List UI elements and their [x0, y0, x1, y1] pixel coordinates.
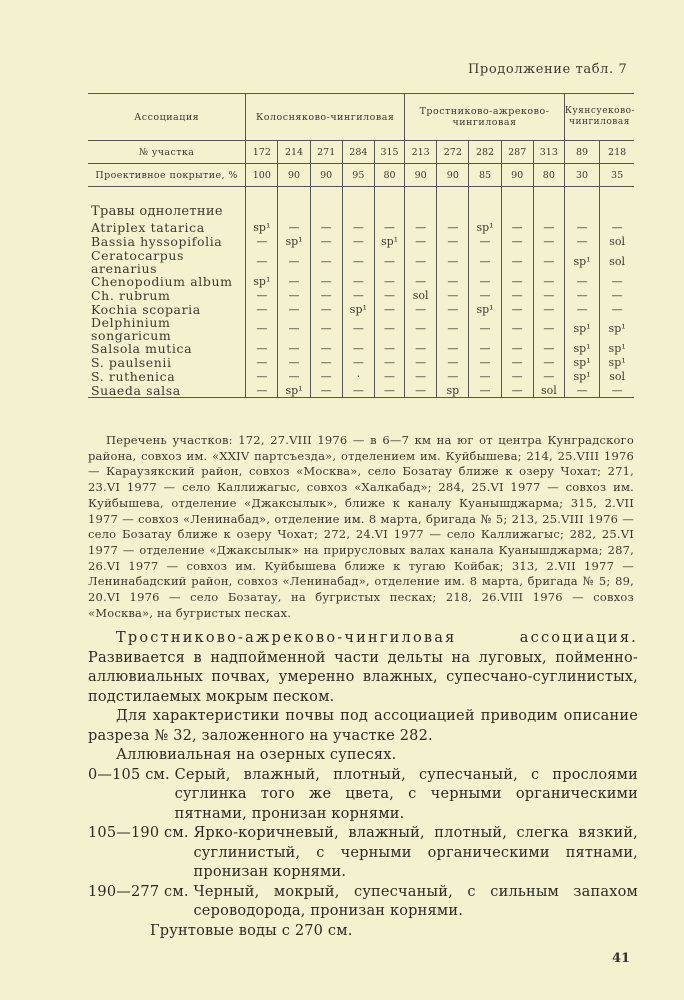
abundance-cell: sp¹ — [564, 342, 599, 356]
abundance-cell: — — [469, 275, 501, 289]
abundance-cell: — — [310, 302, 342, 316]
abundance-cell: — — [469, 383, 501, 397]
species-row — [88, 288, 634, 302]
paragraph-2: Для характеристики почвы под ассоциацией приводим описание разреза № 32, заложенного на участке 282. — [88, 708, 638, 744]
species-row — [88, 356, 634, 370]
association-header: Ассоциация — [88, 94, 246, 141]
abundance-cell: — — [278, 342, 310, 356]
abundance-cell: — — [501, 383, 533, 397]
abundance-cell: sol — [405, 288, 437, 302]
section-spacer-cell — [437, 187, 469, 222]
abundance-cell: sp¹ — [564, 249, 599, 275]
abundance-cell: — — [405, 249, 437, 275]
abundance-cell: — — [437, 316, 469, 342]
abundance-cell: — — [278, 370, 310, 384]
page-number: 41 — [612, 951, 631, 966]
paragraph-1: Развивается в надпойменной части дельты на луговых, пойменно-аллювиальных почвах, умеренно влажных, супесчано-суглинистых, подстилаемых мокрым песком. — [88, 649, 638, 705]
abundance-cell: — — [437, 221, 469, 235]
section-title: Травы однолетние — [91, 204, 223, 219]
abundance-cell: — — [533, 302, 564, 316]
plot-number-cell: 271 — [310, 141, 342, 164]
plot-number-cell: 213 — [405, 141, 437, 164]
abundance-cell: — — [564, 275, 599, 289]
abundance-cell: — — [405, 235, 437, 249]
abundance-cell: — — [374, 342, 404, 356]
abundance-cell: — — [501, 316, 533, 342]
abundance-cell: — — [533, 342, 564, 356]
abundance-cell: — — [374, 316, 404, 342]
abundance-cell: — — [310, 342, 342, 356]
abundance-cell: — — [278, 356, 310, 370]
abundance-cell: — — [469, 288, 501, 302]
abundance-cell: — — [374, 356, 404, 370]
abundance-cell: — — [533, 249, 564, 275]
abundance-cell: — — [342, 288, 374, 302]
species-row — [88, 370, 634, 384]
abundance-cell: sol — [600, 235, 634, 249]
plot-number-cell: 282 — [469, 141, 501, 164]
abundance-cell: — — [600, 288, 634, 302]
cover-cell: 30 — [564, 164, 599, 187]
abundance-cell: — — [533, 275, 564, 289]
abundance-cell: — — [437, 288, 469, 302]
abundance-cell: sp¹ — [564, 356, 599, 370]
abundance-cell: — — [501, 249, 533, 275]
abundance-cell: — — [374, 249, 404, 275]
abundance-cell: — — [374, 221, 404, 235]
cover-cell: 90 — [437, 164, 469, 187]
abundance-cell: sp¹ — [600, 342, 634, 356]
abundance-cell: sp¹ — [469, 302, 501, 316]
abundance-cell: — — [405, 383, 437, 397]
species-name: Chenopodium album — [91, 273, 233, 289]
abundance-cell: — — [278, 302, 310, 316]
section-spacer-cell — [533, 187, 564, 222]
abundance-cell: sol — [533, 383, 564, 397]
abundance-cell: — — [278, 249, 310, 275]
abundance-cell: — — [469, 249, 501, 275]
species-row — [88, 275, 634, 289]
abundance-cell: — — [533, 221, 564, 235]
horizon-description: Ярко-коричневый, влажный, плотный, слегка вязкий, суглинистый, с черными органическими пятнами, пронизан корнями. — [193, 825, 638, 880]
section-spacer-cell — [469, 187, 501, 222]
species-name: Atriplex tatarica — [91, 220, 205, 236]
abundance-cell: — — [437, 235, 469, 249]
abundance-cell: sol — [600, 370, 634, 384]
abundance-cell: — — [564, 221, 599, 235]
abundance-cell: — — [246, 302, 278, 316]
abundance-cell: — — [374, 275, 404, 289]
species-name: Ceratocarpus arenarius — [91, 247, 185, 276]
abundance-cell: · — [342, 370, 374, 384]
abundance-cell: — — [600, 221, 634, 235]
cover-label: Проективное покрытие, % — [88, 164, 246, 187]
abundance-cell: — — [310, 221, 342, 235]
abundance-cell: — — [310, 288, 342, 302]
plot-number-cell: 214 — [278, 141, 310, 164]
abundance-cell: — — [533, 370, 564, 384]
species-name: S. paulsenii — [91, 355, 172, 371]
species-name: S. ruthenica — [91, 368, 176, 384]
abundance-cell: — — [374, 288, 404, 302]
horizon-description: Черный, мокрый, супесчаный, с сильным запахом сероводорода, пронизан корнями. — [193, 883, 638, 919]
abundance-cell: — — [246, 356, 278, 370]
section-spacer-cell — [342, 187, 374, 222]
section-spacer-cell — [374, 187, 404, 222]
abundance-cell: — — [469, 316, 501, 342]
abundance-cell: — — [405, 221, 437, 235]
paragraph-3: Аллювиальная на озерных супесях. — [116, 747, 397, 763]
abundance-cell: — — [405, 370, 437, 384]
abundance-cell: sp¹ — [342, 302, 374, 316]
main-text — [88, 629, 638, 941]
horizon-depth: 0—105 см. — [88, 766, 170, 783]
abundance-cell: — — [342, 342, 374, 356]
abundance-cell: — — [437, 370, 469, 384]
species-row — [88, 235, 634, 249]
abundance-cell: — — [278, 316, 310, 342]
abundance-cell: — — [246, 342, 278, 356]
plot-number-cell: 284 — [342, 141, 374, 164]
group-header: Куянсуеково-чингиловая — [564, 94, 634, 141]
abundance-cell: sp¹ — [246, 221, 278, 235]
species-row — [88, 383, 634, 397]
abundance-cell: — — [246, 370, 278, 384]
abundance-cell: — — [374, 383, 404, 397]
abundance-cell: sp¹ — [246, 275, 278, 289]
abundance-cell: — — [501, 370, 533, 384]
soil-horizon — [88, 824, 638, 883]
plot-number-cell: 218 — [600, 141, 634, 164]
plot-label: № участка — [88, 141, 246, 164]
abundance-cell: — — [342, 356, 374, 370]
abundance-cell: — — [437, 342, 469, 356]
abundance-cell: — — [501, 356, 533, 370]
abundance-cell: — — [246, 249, 278, 275]
abundance-cell: — — [374, 370, 404, 384]
abundance-cell: — — [278, 288, 310, 302]
horizon-depth: 105—190 см. — [88, 825, 189, 841]
species-row — [88, 302, 634, 316]
abundance-cell: — — [278, 275, 310, 289]
abundance-cell: — — [600, 383, 634, 397]
abundance-cell: — — [246, 288, 278, 302]
horizon-depth: 190—277 см. — [88, 883, 189, 900]
species-row — [88, 342, 634, 356]
vegetation-table — [88, 93, 634, 398]
cover-cell: 90 — [501, 164, 533, 187]
species-row — [88, 316, 634, 342]
section-spacer-cell — [405, 187, 437, 222]
section-row — [88, 187, 634, 222]
section-spacer-cell — [600, 187, 634, 222]
soil-horizon — [88, 883, 638, 922]
abundance-cell: — — [342, 221, 374, 235]
abundance-cell: sp — [437, 383, 469, 397]
species-row — [88, 249, 634, 275]
cover-cell: 80 — [533, 164, 564, 187]
group-header: Колосняково-чингиловая — [246, 94, 405, 141]
abundance-cell: — — [564, 235, 599, 249]
abundance-cell: — — [469, 370, 501, 384]
abundance-cell: — — [501, 235, 533, 249]
abundance-cell: — — [310, 235, 342, 249]
plot-number-cell: 89 — [564, 141, 599, 164]
plot-number-row — [88, 141, 634, 164]
abundance-cell: — — [501, 275, 533, 289]
abundance-cell: — — [405, 316, 437, 342]
species-name: Suaeda salsa — [88, 383, 246, 397]
abundance-cell: — — [405, 356, 437, 370]
species-name: Salsola mutica — [91, 341, 193, 357]
section-spacer-cell — [246, 187, 278, 222]
species-row — [88, 221, 634, 235]
abundance-cell: — — [246, 316, 278, 342]
section-spacer-cell — [564, 187, 599, 222]
soil-horizon — [88, 766, 638, 825]
abundance-cell: — — [405, 275, 437, 289]
abundance-cell: — — [405, 302, 437, 316]
abundance-cell: — — [342, 275, 374, 289]
section-spacer-cell — [278, 187, 310, 222]
abundance-cell: — — [469, 356, 501, 370]
cover-cell: 90 — [278, 164, 310, 187]
abundance-cell: sp¹ — [600, 356, 634, 370]
table-header-row — [88, 94, 634, 141]
abundance-cell: — — [405, 342, 437, 356]
cover-cell: 95 — [342, 164, 374, 187]
abundance-cell: — — [437, 275, 469, 289]
abundance-cell: sp¹ — [278, 235, 310, 249]
abundance-cell: — — [501, 302, 533, 316]
plot-number-cell: 172 — [246, 141, 278, 164]
plot-number-cell: 315 — [374, 141, 404, 164]
continuation-label: Продолжение табл. 7 — [468, 62, 628, 77]
abundance-cell: sp¹ — [564, 316, 599, 342]
abundance-cell: — — [533, 316, 564, 342]
section-spacer-cell — [501, 187, 533, 222]
group-header: Тростниково-ажреково-чингиловая — [405, 94, 565, 141]
abundance-cell: — — [310, 249, 342, 275]
cover-cell: 90 — [405, 164, 437, 187]
section-spacer-cell — [310, 187, 342, 222]
species-name: Kochia scoparia — [91, 301, 201, 317]
abundance-cell: — — [501, 288, 533, 302]
abundance-cell: — — [310, 383, 342, 397]
abundance-cell: — — [533, 288, 564, 302]
abundance-cell: sol — [600, 249, 634, 275]
cover-cell: 85 — [469, 164, 501, 187]
abundance-cell: — — [469, 342, 501, 356]
abundance-cell: — — [469, 235, 501, 249]
association-title: Тростниково-ажреково-чингиловая ассоциация. — [116, 630, 638, 646]
cover-cell: 80 — [374, 164, 404, 187]
abundance-cell: — — [342, 316, 374, 342]
abundance-cell: — — [533, 356, 564, 370]
abundance-cell: — — [437, 249, 469, 275]
abundance-cell: — — [501, 342, 533, 356]
plot-number-cell: 313 — [533, 141, 564, 164]
abundance-cell: — — [310, 370, 342, 384]
abundance-cell: sp¹ — [564, 370, 599, 384]
abundance-cell: — — [437, 302, 469, 316]
abundance-cell: — — [342, 249, 374, 275]
abundance-cell: — — [533, 235, 564, 249]
abundance-cell: — — [374, 302, 404, 316]
abundance-cell: — — [600, 275, 634, 289]
abundance-cell: — — [342, 383, 374, 397]
cover-cell: 35 — [600, 164, 634, 187]
abundance-cell: — — [246, 235, 278, 249]
abundance-cell: sp¹ — [374, 235, 404, 249]
abundance-cell: — — [564, 302, 599, 316]
abundance-cell: — — [564, 383, 599, 397]
abundance-cell: — — [278, 221, 310, 235]
abundance-cell: — — [310, 316, 342, 342]
abundance-cell: — — [600, 302, 634, 316]
cover-row — [88, 164, 634, 187]
abundance-cell: — — [501, 221, 533, 235]
abundance-cell: sp¹ — [600, 316, 634, 342]
abundance-cell: — — [564, 288, 599, 302]
abundance-cell: — — [310, 275, 342, 289]
abundance-cell: sp¹ — [278, 383, 310, 397]
horizon-description: Серый, влажный, плотный, супесчаный, с прослоями суглинка того же цвета, с черными органическими пятнами, пронизан корнями. — [174, 766, 638, 822]
abundance-cell: — — [342, 235, 374, 249]
abundance-cell: — — [437, 356, 469, 370]
cover-cell: 100 — [246, 164, 278, 187]
plot-number-cell: 287 — [501, 141, 533, 164]
species-name: Delphinium songaricum — [91, 314, 172, 343]
groundwater-note: Грунтовые воды с 270 см. — [150, 922, 353, 939]
cover-cell: 90 — [310, 164, 342, 187]
plot-list-notes: Перечень участков: 172, 27.VIII 1976 — в 6—7 км на юг от центра Кунградского района, совхоз им. «XXIV партсъезда», отделением им. Куйбышева; 214, 25.VIII 1976 — Караузякский район, совхоз «Москва», село Бозатау ближе к озеру Чохат; 271, 23.VI 1977 — село Каллижагыс, совхоз «Халкабад»; 284, 25.VI 1977 — совхоз им. Куйбышева, отделение «Джаксылык», ближе к каналу Куанышджарма; 315, 2.VII 1977 — совхоз «Ленинабад», отделение им. 8 марта, бригада № 5; 213, 25.VIII 1976 — село Бозатау ближе к озеру Чохат; 272, 24.VI 1977 — село Каллижагыс; 282, 25.VI 1977 — отделение «Джаксылык» на прирусловых валах канала Куанышджарма; 287, 26.VI 1977 — совхоз им. Куйбышева ближе к тугаю Койбак; 313, 2.VII 1977 — Ленинабадский район, совхоз «Ленинабад», отделение им. 8 марта, бригада № 5; 89, 20.VI 1976 — село Бозатау, на бугристых песках; 218, 26.VIII 1976 — совхоз «Москва», на бугристых песках. — [88, 433, 634, 620]
abundance-cell: sp¹ — [469, 221, 501, 235]
species-name: Bassia hyssopifolia — [91, 234, 223, 250]
species-name: Ch. rubrum — [91, 287, 171, 303]
abundance-cell: — — [310, 356, 342, 370]
plot-number-cell: 272 — [437, 141, 469, 164]
abundance-cell: — — [246, 383, 278, 397]
